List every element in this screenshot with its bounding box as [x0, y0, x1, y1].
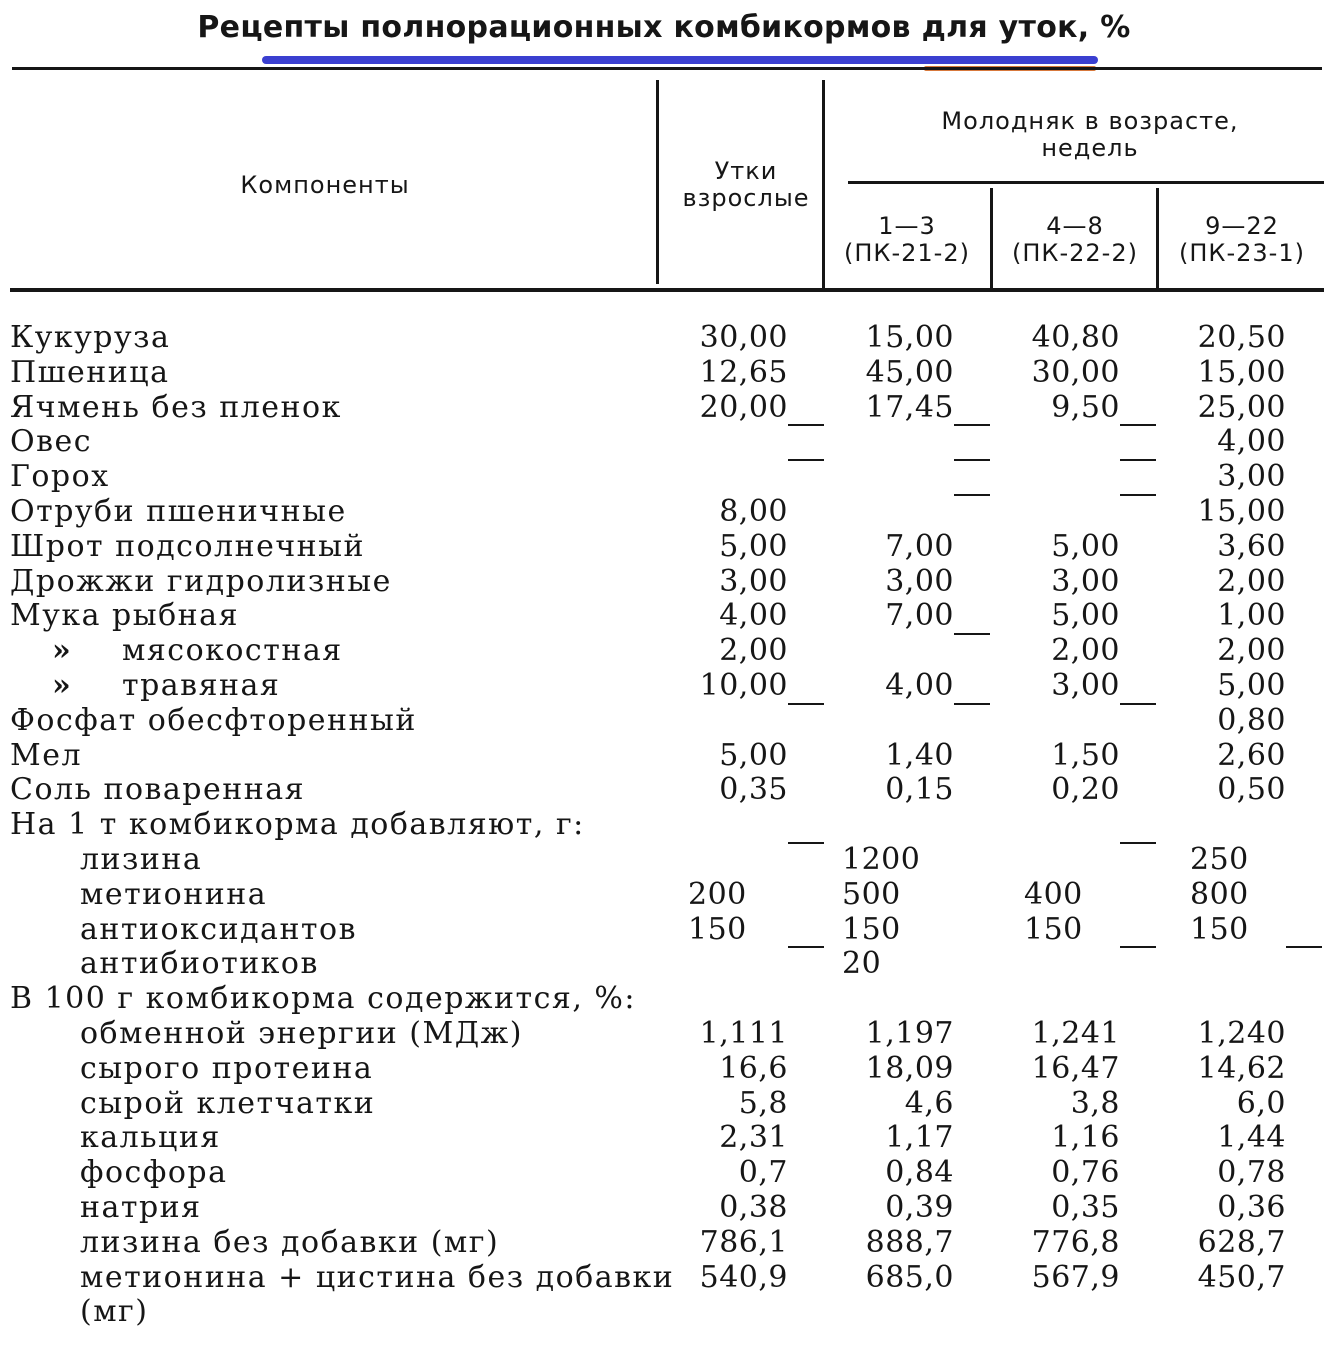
value-cell: 8,00: [719, 494, 788, 529]
dash-mark: [788, 703, 824, 705]
table-row: [0, 598, 1328, 633]
value-cell: 5,00: [719, 528, 788, 564]
value-cell: 0,50: [1217, 772, 1286, 808]
value-cell: 500: [842, 876, 901, 912]
table-row: [0, 564, 1328, 599]
header-adult: Утки взрослые: [682, 157, 810, 212]
value-cell: 0,39: [885, 1190, 954, 1225]
row-label: Кукуруза: [10, 320, 171, 355]
row-label: Овес: [10, 424, 93, 460]
header-divider-2: [822, 80, 825, 288]
value-cell: 150: [1024, 911, 1083, 947]
value-cell: 1,197: [865, 1016, 954, 1051]
row-label: Пшеница: [10, 354, 170, 390]
value-cell: 30,00: [1031, 354, 1120, 390]
value-cell: 17,45: [865, 389, 954, 425]
content-heading: В 100 г комбикорма содержится, %:: [10, 981, 637, 1017]
dash-mark: [788, 459, 824, 461]
table-row: [0, 1190, 1328, 1225]
value-cell: 888,7: [865, 1224, 954, 1260]
row-label: метионина: [80, 876, 268, 912]
value-cell: 1,40: [885, 737, 954, 773]
row-label: метионина + цистина без добавки: [80, 1259, 675, 1295]
value-cell: 1200: [842, 842, 921, 877]
ditto-mark: »: [52, 668, 71, 703]
value-cell: 0,84: [885, 1155, 954, 1191]
value-cell: 25,00: [1197, 389, 1286, 425]
value-cell: 20,00: [699, 389, 788, 425]
value-cell: 3,00: [1217, 459, 1286, 495]
value-cell: 15,00: [865, 320, 954, 355]
value-cell: 628,7: [1197, 1224, 1286, 1260]
row-label: натрия: [80, 1190, 202, 1225]
value-cell: 1,241: [1031, 1016, 1120, 1051]
value-cell: 3,00: [719, 563, 788, 599]
table-row: [0, 633, 1328, 668]
value-cell: 200: [688, 876, 747, 912]
header-divider-1: [656, 80, 659, 284]
header-bottom-rule: [10, 288, 1324, 292]
value-cell: 45,00: [865, 354, 954, 390]
value-cell: 14,62: [1197, 1050, 1286, 1086]
value-cell: 0,78: [1217, 1155, 1286, 1191]
value-cell: 2,00: [719, 633, 788, 669]
value-cell: 800: [1190, 876, 1249, 912]
table-title: Рецепты полнорационных комбикормов для уток, %: [197, 10, 1131, 45]
value-cell: 0,20: [1051, 772, 1120, 808]
row-label: антибиотиков: [80, 946, 319, 982]
table-row: [0, 772, 1328, 807]
table-row: [0, 912, 1328, 947]
value-cell: 15,00: [1197, 354, 1286, 390]
value-cell: 7,00: [885, 598, 954, 634]
value-cell: 1,00: [1217, 598, 1286, 634]
value-cell: 4,6: [904, 1085, 954, 1121]
row-label: Фосфат обесфторенный: [10, 702, 417, 738]
value-cell: 2,31: [719, 1120, 788, 1156]
value-cell: 4,00: [1217, 424, 1286, 460]
row-label: фосфора: [80, 1155, 228, 1191]
header-age-1: 1—3: [878, 212, 936, 240]
value-cell: 12,65: [699, 354, 788, 390]
value-cell: 567,9: [1031, 1259, 1120, 1295]
value-cell: 10,00: [699, 668, 788, 703]
value-cell: 0,7: [738, 1155, 788, 1191]
dash-mark: [1120, 946, 1156, 948]
header-young-group: Молодняк в возрасте, недель: [941, 107, 1239, 162]
table-row: [0, 703, 1328, 738]
value-cell: 1,44: [1217, 1120, 1286, 1156]
dash-mark: [954, 494, 990, 496]
header-components: Компоненты: [240, 171, 410, 199]
value-cell: 3,00: [885, 563, 954, 599]
value-cell: 1,16: [1051, 1120, 1120, 1156]
dash-mark: [1120, 842, 1156, 844]
dash-mark: [788, 424, 824, 426]
row-label: травяная: [122, 668, 281, 703]
table-row: [0, 738, 1328, 773]
table-row: [0, 877, 1328, 912]
young-group-rule: [848, 181, 1324, 184]
value-cell: 1,111: [699, 1016, 788, 1051]
row-label: сырой клетчатки: [80, 1085, 376, 1121]
row-label: мясокостная: [122, 633, 343, 669]
value-cell: 4,00: [885, 668, 954, 703]
dash-mark: [1286, 946, 1322, 948]
row-label-continued: (мг): [80, 1294, 149, 1330]
value-cell: 20: [842, 946, 882, 982]
table-row: [0, 1260, 1328, 1295]
value-cell: 1,240: [1197, 1016, 1286, 1051]
section-heading-content: [0, 981, 1328, 1016]
value-cell: 150: [688, 911, 747, 947]
value-cell: 5,00: [1051, 598, 1120, 634]
table-row: [0, 1086, 1328, 1121]
value-cell: 5,8: [738, 1085, 788, 1121]
dash-mark: [788, 946, 824, 948]
value-cell: 2,00: [1217, 633, 1286, 669]
value-cell: 150: [842, 911, 901, 947]
table-row: [0, 1120, 1328, 1155]
table-row: [0, 390, 1328, 425]
header-code-3: (ПК-23-1): [1179, 239, 1305, 267]
value-cell: 0,36: [1217, 1190, 1286, 1225]
table-row: [0, 946, 1328, 981]
value-cell: 776,8: [1031, 1224, 1120, 1260]
table-row: [0, 842, 1328, 877]
table-row-continuation: [0, 1294, 1328, 1329]
header-age-3: 9—22: [1205, 212, 1279, 240]
row-label: кальция: [80, 1120, 221, 1156]
value-cell: 2,00: [1217, 563, 1286, 599]
value-cell: 0,76: [1051, 1155, 1120, 1191]
section-heading-additives: [0, 807, 1328, 842]
value-cell: 3,00: [1051, 563, 1120, 599]
row-label: Шрот подсолнечный: [10, 528, 366, 564]
header-divider-4: [1156, 188, 1159, 288]
row-label: лизина без добавки (мг): [80, 1224, 500, 1260]
value-cell: 2,60: [1217, 737, 1286, 773]
row-label: Горох: [10, 459, 110, 495]
row-label: обменной энергии (МДж): [80, 1016, 523, 1051]
value-cell: 5,00: [1051, 528, 1120, 564]
top-rule: [12, 67, 1322, 70]
table-row: [0, 1016, 1328, 1051]
value-cell: 1,17: [885, 1120, 954, 1156]
table-row: [0, 529, 1328, 564]
table-row: [0, 1225, 1328, 1260]
value-cell: 0,35: [1051, 1190, 1120, 1225]
header-code-1: (ПК-21-2): [844, 239, 970, 267]
value-cell: 0,80: [1217, 702, 1286, 738]
value-cell: 3,8: [1070, 1085, 1120, 1121]
value-cell: 5,00: [1217, 668, 1286, 703]
additives-heading: На 1 т комбикорма добавляют, г:: [10, 807, 585, 843]
value-cell: 1,50: [1051, 737, 1120, 773]
row-label: Мука рыбная: [10, 598, 239, 634]
value-cell: 5,00: [719, 737, 788, 773]
dash-mark: [954, 703, 990, 705]
table-row: [0, 355, 1328, 390]
dash-mark: [954, 424, 990, 426]
header-divider-3: [990, 188, 993, 288]
table-row: [0, 320, 1328, 355]
value-cell: 3,60: [1217, 528, 1286, 564]
row-label: Соль поваренная: [10, 772, 306, 808]
row-label: сырого протеина: [80, 1050, 374, 1086]
highlight-underline-blue: [262, 56, 1098, 64]
header-age-2: 4—8: [1046, 212, 1104, 240]
value-cell: 250: [1190, 842, 1249, 877]
value-cell: 3,00: [1051, 668, 1120, 703]
value-cell: 40,80: [1031, 320, 1120, 355]
table-row: [0, 459, 1328, 494]
table-row: [0, 1051, 1328, 1086]
dash-mark: [954, 459, 990, 461]
value-cell: 18,09: [865, 1050, 954, 1086]
value-cell: 4,00: [719, 598, 788, 634]
header-code-2: (ПК-22-2): [1012, 239, 1138, 267]
value-cell: 540,9: [699, 1259, 788, 1295]
value-cell: 30,00: [699, 320, 788, 355]
table-row: [0, 668, 1328, 703]
value-cell: 20,50: [1197, 320, 1286, 355]
row-label: лизина: [80, 842, 203, 877]
row-label: антиоксидантов: [80, 911, 357, 947]
dash-mark: [788, 842, 824, 844]
row-label: Мел: [10, 737, 83, 773]
value-cell: 786,1: [699, 1224, 788, 1260]
value-cell: 0,35: [719, 772, 788, 808]
ditto-mark: »: [52, 633, 71, 669]
row-label: Ячмень без пленок: [10, 389, 342, 425]
row-label: Дрожжи гидролизные: [10, 563, 392, 599]
value-cell: 2,00: [1051, 633, 1120, 669]
value-cell: 16,6: [719, 1050, 788, 1086]
table-row: [0, 424, 1328, 459]
value-cell: 16,47: [1031, 1050, 1120, 1086]
value-cell: 9,50: [1051, 389, 1120, 425]
value-cell: 150: [1190, 911, 1249, 947]
value-cell: 0,15: [885, 772, 954, 808]
value-cell: 0,38: [719, 1190, 788, 1225]
table-row: [0, 494, 1328, 529]
value-cell: 685,0: [865, 1259, 954, 1295]
row-label: Отруби пшеничные: [10, 494, 347, 529]
value-cell: 450,7: [1197, 1259, 1286, 1295]
table-row: [0, 1155, 1328, 1190]
value-cell: 7,00: [885, 528, 954, 564]
value-cell: 6,0: [1236, 1085, 1286, 1121]
value-cell: 15,00: [1197, 494, 1286, 529]
value-cell: 400: [1024, 876, 1083, 912]
